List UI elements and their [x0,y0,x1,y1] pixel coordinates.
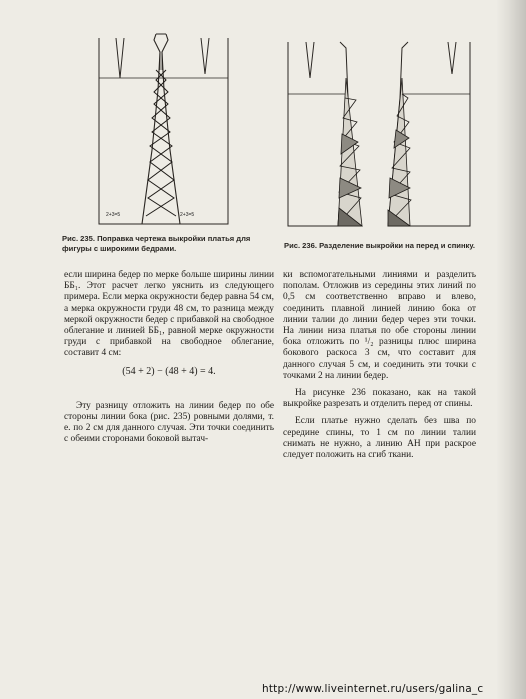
figure-236-drawing [284,38,474,234]
left-paragraph-2: Эту разницу отложить на линии бедер по обе стороны линии бока (рис. 235) ровными долями, т. е. по 2 см для данного случая. Эти точки соединить с обеими сторонами боковой вытач- [64,400,274,445]
watermark-url: http://www.liveinternet.ru/users/galina_c [262,683,484,695]
figure-235-caption: Рис. 235. Поправка чертежа выкройки платья для фигуры с широкими бедрами. [62,234,251,253]
figure-235-label-left: 2+3=5 [106,212,121,218]
front-dart [448,42,456,74]
page-binding-shadow [496,0,526,699]
figure-235-drawing [96,30,234,228]
back-dart [306,42,314,78]
formula: (54 + 2) − (48 + 4) = 4. [122,365,216,377]
back-gusset [338,78,362,226]
figure-235-label-right: 2+3=5 [180,212,195,218]
front-gusset [388,78,411,226]
right-paragraph-2: На рисунке 236 показано, как на такой выкройке разрезать и отделить перед от спины. [283,388,476,410]
left-text-column [64,270,274,446]
right-text-column [283,270,476,461]
left-paragraph-1: если ширина бедер по мерке больше ширины линии ББ₁. Этот расчет легко уяснить из следующего примера. Если мерка окружности бедер равна 54 см, а мерка окружности груди 48 см, то разница между меркой окружности бедер с прибавкой на свободное облегание и линией ББ₁, равной мерке окружности груди с прибавкой на свободное облегание, составит 4 см: [64,270,274,359]
figure-236-caption: Рис. 236. Разделение выкройки на перед и спинку. [284,241,476,250]
lattice-bracing [146,52,176,216]
right-paragraph-1: ки вспомогательными линиями и разделить пополам. Отложив из середины этих линий по 0,5 см соответственно вправо и влево, соединить плавной линией линию бока от линии талии до линии бедер через эти точки. На линии низа платья по обе стороны линии бока отложить по ¹/₂ разницы плюс ширина бокового раскоса 3 см, что составит для данного случая 5 см, и соединить эти точки с точками 2 на линии бедер. [283,270,476,381]
right-paragraph-3: Если платье нужно сделать без шва по середине спины, то 1 см по линии талии снимать не нужно, а линию АН при раскрое следует положить на сгиб ткани. [283,416,476,461]
